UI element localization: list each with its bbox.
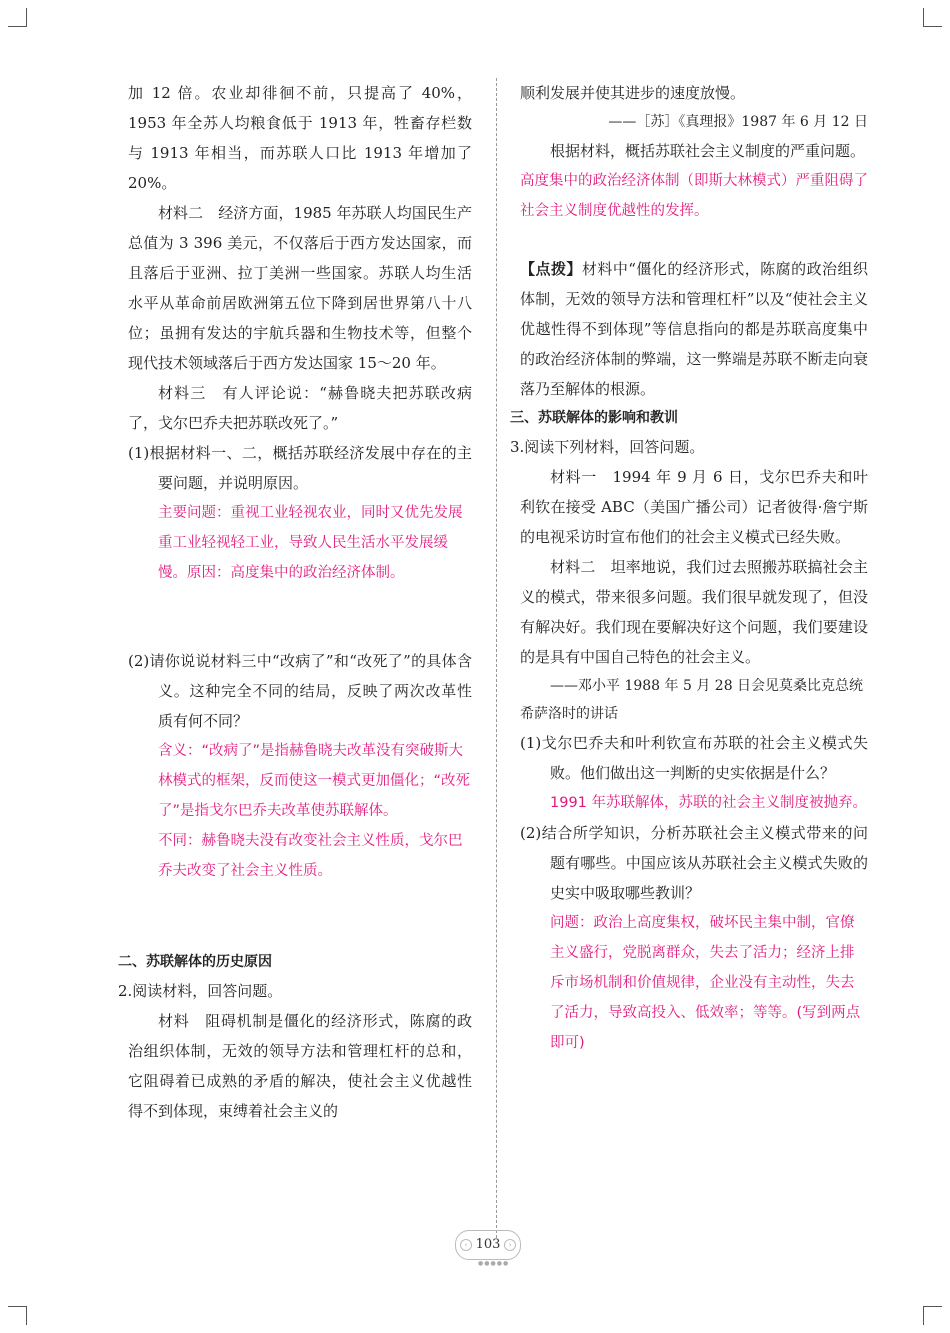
section-heading-3: 三、苏联解体的影响和教训 xyxy=(510,410,678,426)
tip-paragraph xyxy=(520,254,868,404)
tip-label: 【点拨】 xyxy=(520,260,582,278)
material-3-source: ——邓小平 1988 年 5 月 28 日会见莫桑比克总统希萨洛时的讲话 xyxy=(520,678,864,722)
answer-1-2-difference: 不同：赫鲁晓夫没有改变社会主义性质，戈尔巴乔夫改变了社会主义性质。 xyxy=(158,833,463,879)
answer-3-2: 问题：政治上高度集权，破坏民主集中制，官僚主义盛行，党脱离群众，失去了活力；经济上排斥市场机制和价值规律，企业没有主动性，失去了活力，导致高投入、低效率；等等。(写到两点即可) xyxy=(550,915,861,1051)
chevron-right-icon: › xyxy=(504,1239,516,1251)
crop-mark xyxy=(8,1306,27,1325)
question-1-1: (1)根据材料一、二，概括苏联经济发展中存在的主要问题，并说明原因。 xyxy=(128,444,472,492)
material-continuation: 顺利发展并使其进步的速度放慢。 xyxy=(520,84,746,102)
tip-text: 材料中“僵化的经济形式，陈腐的政治组织体制，无效的领导方法和管理杠杆”以及“使社会主义优越性得不到体现”等信息指向的都是苏联高度集中的政治经济体制的弊端，这一弊端是苏联不断走向衰落乃至解体的根源。 xyxy=(520,260,868,398)
answer-space xyxy=(520,226,868,254)
material-three: 材料三 有人评论说：“赫鲁晓夫把苏联改病了，戈尔巴乔夫把苏联改死了。” xyxy=(128,384,472,432)
answer-3-1: 1991 年苏联解体，苏联的社会主义制度被抛弃。 xyxy=(550,795,868,811)
answer-1-1: 主要问题：重视工业轻视农业，同时又优先发展重工业轻视轻工业，导致人民生活水平发展缓慢。原因：高度集中的政治经济体制。 xyxy=(158,505,463,581)
answer-space xyxy=(128,588,472,646)
answer-space xyxy=(128,886,472,948)
material-two: 材料二 经济方面，1985 年苏联人均国民生产总值为 3 396 美元，不仅落后于西方发达国家，而且落后于亚洲、拉丁美洲一些国家。苏联人均生活水平从革命前居欧洲第五位下降到居世界第八十八位；虽拥有发达的宇航兵器和生物技术等，但整个现代技术领域落后于西方发达国家 15～20 年。 xyxy=(128,204,472,372)
material-one-continuation: 加 12 倍。农业却徘徊不前，只提高了 40%，1953 年全苏人均粮食低于 1913 年，牲畜存栏数与 1913 年相当，而苏联人口比 1913 年增加了 20%。 xyxy=(128,84,472,192)
material-3-one: 材料一 1994 年 9 月 6 日，戈尔巴乔夫和叶利钦在接受 ABC（美国广播公司）记者彼得·詹宁斯的电视采访时宣布他们的社会主义模式已经失败。 xyxy=(520,468,868,546)
decorative-dots: ●●●●● xyxy=(478,1260,510,1267)
question-2: 根据材料，概括苏联社会主义制度的严重问题。 xyxy=(550,142,866,160)
question-1-2: (2)请你说说材料三中“改病了”和“改死了”的具体含义。这种完全不同的结局，反映了两次改革性质有何不同？ xyxy=(128,652,472,730)
column-divider xyxy=(496,78,497,1238)
crop-mark xyxy=(923,8,942,27)
left-column xyxy=(118,78,472,1126)
material-source: ——［苏］《真理报》1987 年 6 月 12 日 xyxy=(608,114,868,130)
question-3-2: (2)结合所学知识，分析苏联社会主义模式带来的问题有哪些。中国应该从苏联社会主义模式失败的史实中吸取哪些教训？ xyxy=(520,824,868,902)
material-3-two: 材料二 坦率地说，我们过去照搬苏联搞社会主义的模式，带来很多问题。我们很早就发现了，但没有解决好。我们现在要解决好这个问题，我们要建设的是具有中国自己特色的社会主义。 xyxy=(520,558,868,666)
question-3-1: (1)戈尔巴乔夫和叶利钦宣布苏联的社会主义模式失败。他们做出这一判断的史实依据是什么？ xyxy=(520,734,868,782)
answer-2: 高度集中的政治经济体制（即斯大林模式）严重阻碍了社会主义制度优越性的发挥。 xyxy=(520,173,868,219)
right-column xyxy=(510,78,868,1058)
crop-mark xyxy=(8,8,27,27)
material-q2: 材料 阻碍机制是僵化的经济形式，陈腐的政治组织体制，无效的领导方法和管理杠杆的总和，它阻碍着已成熟的矛盾的解决，使社会主义优越性得不到体现，束缚着社会主义的 xyxy=(128,1012,472,1120)
chevron-left-icon: ‹ xyxy=(460,1239,472,1251)
page-number-badge xyxy=(455,1230,521,1260)
question-2-prompt: 2.阅读材料，回答问题。 xyxy=(118,982,283,1000)
crop-mark xyxy=(923,1306,942,1325)
section-heading-2: 二、苏联解体的历史原因 xyxy=(118,954,272,970)
question-3-prompt: 3.阅读下列材料，回答问题。 xyxy=(510,438,705,456)
answer-1-2-meaning: 含义：“改病了”是指赫鲁晓夫改革没有突破斯大林模式的框架，反而使这一模式更加僵化；“改死了”是指戈尔巴乔夫改革使苏联解体。 xyxy=(158,743,471,819)
page-number: 103 xyxy=(475,1237,501,1252)
